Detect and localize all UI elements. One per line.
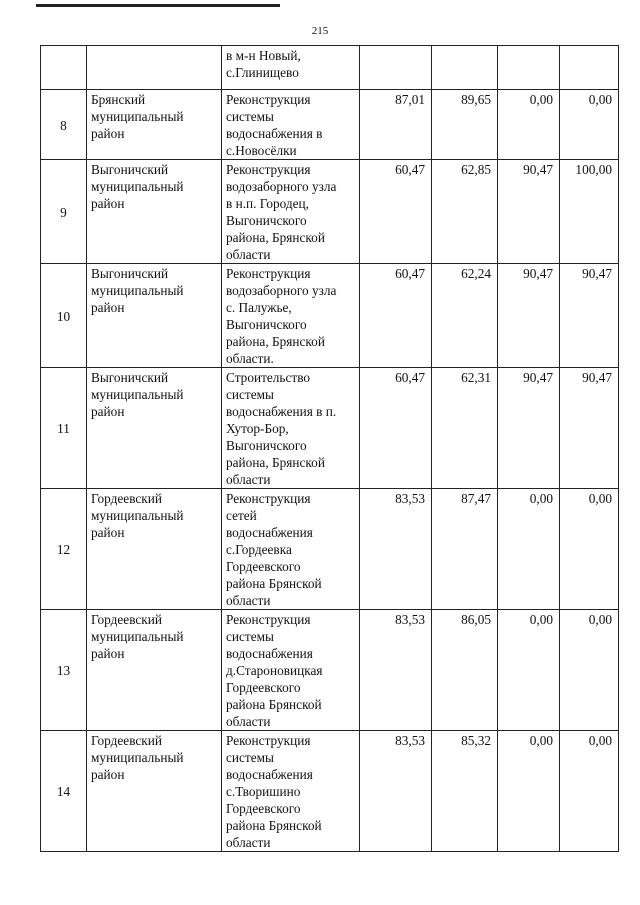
value-cell-1 <box>360 90 432 160</box>
district-cell-text: Выгоничский муниципальный район <box>91 370 184 419</box>
value-cell-2-text: 62,24 <box>461 266 491 281</box>
district-cell-text: Гордеевский муниципальный район <box>91 612 184 661</box>
value-cell-4-text: 0,00 <box>588 491 612 506</box>
row-number-text: 9 <box>60 204 67 220</box>
district-cell-text: Гордеевский муниципальный район <box>91 733 184 782</box>
project-cell <box>222 610 360 731</box>
value-cell-2-text: 62,85 <box>461 162 491 177</box>
project-cell <box>222 731 360 852</box>
project-cell-text: Реконструкция водозаборного узла в н.п. Городец, Выгоничского района, Брянской области <box>226 162 337 262</box>
value-cell-1-text: 60,47 <box>395 266 425 281</box>
district-cell <box>87 489 222 610</box>
value-cell-3-text: 0,00 <box>529 733 553 748</box>
district-cell <box>87 46 222 90</box>
row-number-text: 8 <box>60 117 67 133</box>
value-cell-1 <box>360 46 432 90</box>
project-cell <box>222 264 360 368</box>
district-cell <box>87 160 222 264</box>
district-cell <box>87 731 222 852</box>
data-table <box>40 45 619 852</box>
table-row <box>41 489 619 610</box>
value-cell-3-text: 0,00 <box>529 612 553 627</box>
value-cell-1-text: 83,53 <box>395 733 425 748</box>
value-cell-2 <box>432 264 498 368</box>
value-cell-4 <box>560 731 619 852</box>
district-cell-text: Выгоничский муниципальный район <box>91 162 184 211</box>
value-cell-2 <box>432 610 498 731</box>
row-number <box>41 610 87 731</box>
value-cell-4-text: 0,00 <box>588 612 612 627</box>
value-cell-1-text: 60,47 <box>395 162 425 177</box>
value-cell-3-text: 90,47 <box>523 370 553 385</box>
project-cell <box>222 489 360 610</box>
value-cell-4 <box>560 90 619 160</box>
value-cell-3 <box>498 46 560 90</box>
value-cell-1 <box>360 368 432 489</box>
value-cell-2-text: 87,47 <box>461 491 491 506</box>
project-cell-text: в м-н Новый, с.Глинищево <box>226 48 301 80</box>
value-cell-3 <box>498 160 560 264</box>
district-cell-text: Гордеевский муниципальный район <box>91 491 184 540</box>
value-cell-2-text: 86,05 <box>461 612 491 627</box>
value-cell-1 <box>360 610 432 731</box>
district-cell <box>87 90 222 160</box>
row-number-text: 11 <box>57 421 70 436</box>
value-cell-2 <box>432 46 498 90</box>
value-cell-4-text: 100,00 <box>575 162 612 177</box>
row-number-text: 12 <box>56 542 71 557</box>
value-cell-1-text: 83,53 <box>395 612 425 627</box>
row-number-text: 10 <box>56 308 71 324</box>
row-number <box>41 46 87 90</box>
table-row <box>41 46 619 90</box>
value-cell-3 <box>498 264 560 368</box>
value-cell-3 <box>498 368 560 489</box>
row-number <box>41 489 87 610</box>
value-cell-3-text: 0,00 <box>529 92 553 107</box>
value-cell-1 <box>360 489 432 610</box>
value-cell-4 <box>560 264 619 368</box>
row-number-text: 13 <box>56 663 71 678</box>
district-cell <box>87 610 222 731</box>
value-cell-1 <box>360 731 432 852</box>
value-cell-4 <box>560 160 619 264</box>
value-cell-3-text: 90,47 <box>523 266 553 281</box>
project-cell <box>222 368 360 489</box>
value-cell-1-text: 87,01 <box>395 92 425 107</box>
value-cell-4 <box>560 610 619 731</box>
table-row <box>41 90 619 160</box>
table-row <box>41 731 619 852</box>
value-cell-3 <box>498 731 560 852</box>
value-cell-2 <box>432 489 498 610</box>
value-cell-3 <box>498 489 560 610</box>
project-cell-text: Реконструкция системы водоснабжения в с.Новосёлки <box>226 92 323 158</box>
value-cell-4 <box>560 46 619 90</box>
value-cell-4 <box>560 489 619 610</box>
project-cell-text: Строительство системы водоснабжения в п. Хутор-Бор, Выгоничского района, Брянской области <box>226 370 337 487</box>
top-rule <box>36 4 280 7</box>
value-cell-3 <box>498 90 560 160</box>
value-cell-4 <box>560 368 619 489</box>
district-cell <box>87 368 222 489</box>
project-cell-text: Реконструкция сетей водоснабжения с.Гордеевка Гордеевского района Брянской области <box>226 491 322 608</box>
value-cell-3-text: 0,00 <box>529 491 553 506</box>
value-cell-2 <box>432 160 498 264</box>
value-cell-3-text: 90,47 <box>523 162 553 177</box>
district-cell-text: Выгоничский муниципальный район <box>91 266 184 315</box>
value-cell-2 <box>432 731 498 852</box>
row-number <box>41 160 87 264</box>
table-row <box>41 264 619 368</box>
row-number <box>41 90 87 160</box>
value-cell-3 <box>498 610 560 731</box>
row-number <box>41 264 87 368</box>
value-cell-2-text: 89,65 <box>461 92 491 107</box>
project-cell-text: Реконструкция системы водоснабжения с.Творишино Гордеевского района Брянской области <box>226 733 322 850</box>
value-cell-4-text: 90,47 <box>582 370 612 385</box>
row-number <box>41 368 87 489</box>
table-row <box>41 368 619 489</box>
district-cell-text: Брянский муниципальный район <box>91 92 184 141</box>
value-cell-2 <box>432 368 498 489</box>
project-cell-text: Реконструкция системы водоснабжения д.Староновицкая Гордеевского района Брянской области <box>226 612 323 729</box>
value-cell-2-text: 62,31 <box>461 370 491 385</box>
value-cell-4-text: 90,47 <box>582 266 612 281</box>
table-row <box>41 160 619 264</box>
value-cell-4-text: 0,00 <box>588 92 612 107</box>
value-cell-2-text: 85,32 <box>461 733 491 748</box>
value-cell-1 <box>360 160 432 264</box>
page-number: 215 <box>311 25 329 37</box>
project-cell <box>222 46 360 90</box>
district-cell <box>87 264 222 368</box>
table-row <box>41 610 619 731</box>
value-cell-1 <box>360 264 432 368</box>
project-cell <box>222 90 360 160</box>
value-cell-4-text: 0,00 <box>588 733 612 748</box>
value-cell-1-text: 83,53 <box>395 491 425 506</box>
value-cell-2 <box>432 90 498 160</box>
row-number-text: 14 <box>56 784 71 799</box>
row-number <box>41 731 87 852</box>
project-cell <box>222 160 360 264</box>
project-cell-text: Реконструкция водозаборного узла с. Палужье, Выгоничского района, Брянской области. <box>226 266 337 366</box>
value-cell-1-text: 60,47 <box>395 370 425 385</box>
